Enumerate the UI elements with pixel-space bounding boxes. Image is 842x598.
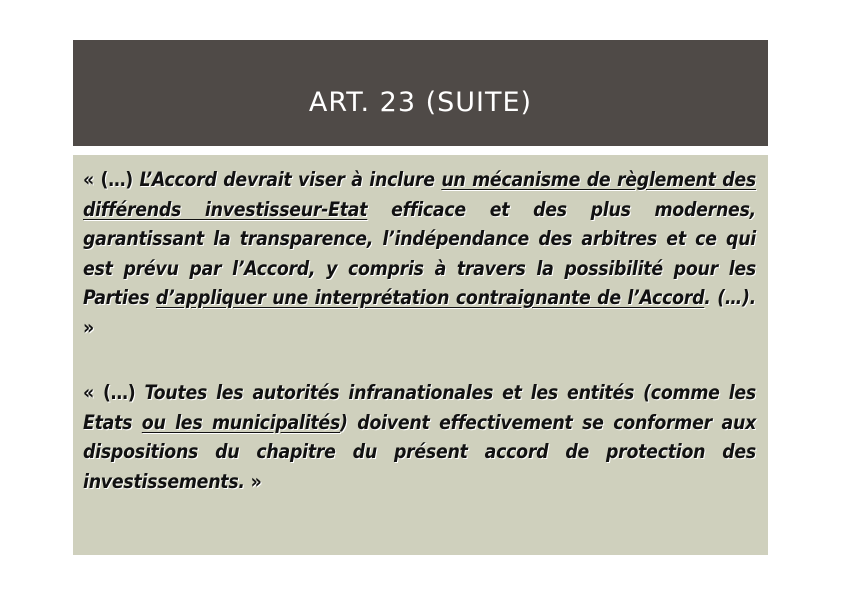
quote-open-mark: « (…) [83,168,140,191]
quote-close-mark: » [250,469,262,493]
quote-text: ) doivent effectivement se conformer aux dispositions du chapitre du présent accord de protection des investissements. [83,410,757,493]
slide-title: ART. 23 (SUITE) [308,86,533,118]
underlined-phrase: un mécanisme de règlement des différends investisseur-Etat [83,168,756,221]
quote-paragraph-2 [81,378,756,496]
slide-content-box [73,155,768,555]
quote-text: L’Accord devrait viser à inclure [139,168,442,191]
underlined-phrase: ou les municipalités [141,410,341,434]
quote-text: Toutes les autorités infranationales et les entités (comme les Etats [83,381,756,434]
quote-close-mark: » [83,315,94,339]
quote-paragraph-1 [81,165,756,342]
slide-title-bar [73,40,768,146]
underlined-phrase: d’appliquer une interprétation contraignante de l’Accord [155,286,705,309]
quote-text: efficace et des plus modernes, garantissant la transparence, l’indépendance des arbitres et ce qui est prévu par l’Accord, y compris à travers la possibilité pour les Parties [83,197,756,309]
quote-text: . (…). [704,286,756,309]
quote-open-mark: « (…) [83,381,145,404]
